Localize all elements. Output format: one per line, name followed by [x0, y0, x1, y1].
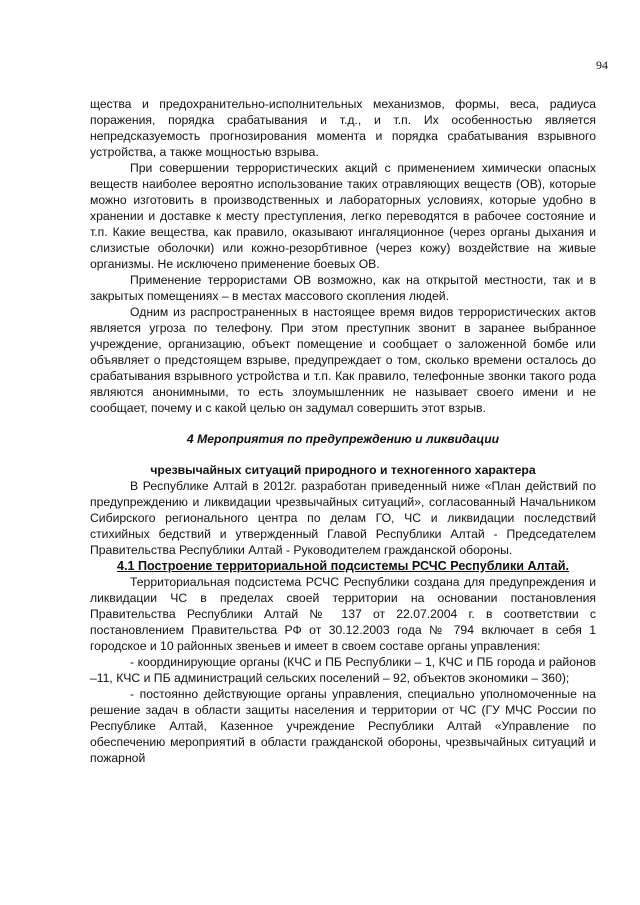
paragraph-chemical-agents: При совершении террористических акций с применением химически опасных веществ наиболее вероятно использование таких отравляющих веществ (ОВ), которые можно изготовить в производственных и лабораторных условиях, которые удобно в хранении и доставке к месту преступления, легко переводятся в рабочее состояние и т.п. Какие вещества, как правило, оказывают ингаляционное (через органы дыхания и слизистые оболочки) или кожно-резорбтивное (через кожу) воздействие на живые организмы. Не исключено применение боевых ОВ.: [90, 161, 596, 271]
page-body: [90, 96, 596, 766]
subsection-heading: 4.1 Построение территориальной подсистемы РСЧС Республики Алтай.: [116, 559, 570, 573]
list-item-coordinating-bodies: - координирующие органы (КЧС и ПБ Республики – 1, КЧС и ПБ города и районов –11, КЧС и ПБ администраций сельских поселений – 92, объектов экономики – 360);: [90, 655, 596, 685]
section-heading-line-1: 4 Мероприятия по предупреждению и ликвидации: [186, 432, 500, 446]
list-item-permanent-bodies: - постоянно действующие органы управления, специально уполномоченные на решение задач в области защиты населения и территории от ЧС (ГУ МЧС России по Республике Алтай, Казенное учреждение Республики Алтай «Управление по обеспечению мероприятий в области гражданской обороны, чрезвычайных ситуаций и пожарной: [90, 687, 596, 765]
section-heading-line-2: чрезвычайных ситуаций природного и техногенного характера: [150, 463, 536, 477]
paragraph-phone-threat: Одним из распространенных в настоящее время видов террористических актов является угроза по телефону. При этом преступник звонит в заранее выбранное учреждение, организацию, объект помещение и сообщает о заложенной бомбе или объявляет о предстоящем взрыве, предупреждает о том, сколько времени осталось до срабатывания взрывного устройства и т.п. Как правило, телефонные звонки такого рода являются анонимными, то есть злоумышленник не называет своего имени и не сообщает, почему и с какой целью он задумал совершить этот взрыв.: [90, 305, 596, 415]
paragraph-action-plan: В Республике Алтай в 2012г. разработан приведенный ниже «План действий по предупреждению и ликвидации чрезвычайных ситуаций», согласованный Начальником Сибирского регионального центра по делам ГО, ЧС и ликвидации последствий стихийных бедствий и утвержденный Главой Республики Алтай - Председателем Правительства Республики Алтай - Руководителем гражданской обороны.: [90, 479, 596, 557]
paragraph-agent-use: Применение террористами ОВ возможно, как на открытой местности, так и в закрытых помещениях – в местах массового скопления людей.: [90, 273, 596, 303]
paragraph-territorial-subsystem: Территориальная подсистема РСЧС Республики создана для предупреждения и ликвидации ЧС в пределах своей территории на основании постановления Правительства Республики Алтай № 137 от 22.07.2004 г. в соответствии с постановлением Правительства РФ от 30.12.2003 года № 794 включает в себя 1 городское и 10 районных звеньев и имеет в своем составе органы управления:: [90, 575, 596, 653]
page-number: 94: [596, 58, 608, 72]
paragraph-continuation: щества и предохранительно-исполнительных механизмов, формы, веса, радиуса поражения, порядка срабатывания и т.д., и т.п. Их особенностью является непредсказуемость прогнозирования момента и порядка срабатывания взрывного устройства, а также мощностью взрыва.: [90, 97, 596, 159]
